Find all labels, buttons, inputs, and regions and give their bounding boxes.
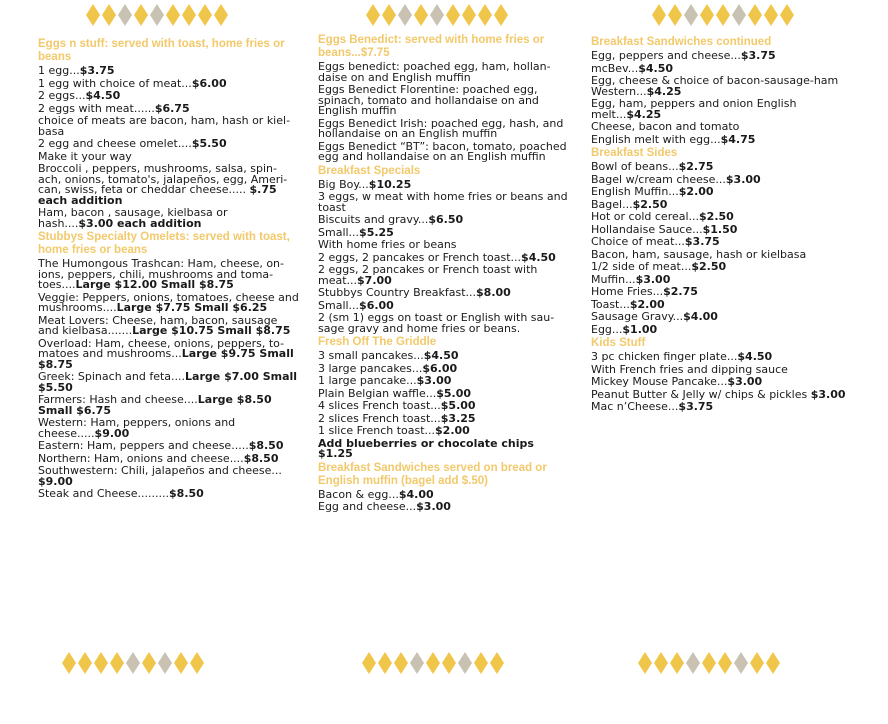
menu-item-text: Home Fries... [591, 285, 664, 298]
menu-item-text: Northern: Ham, onions and cheese.... [38, 451, 244, 465]
menu-item-price: $8.50 [243, 451, 279, 465]
menu-item [318, 265, 570, 286]
diamond-ornament [652, 4, 666, 26]
menu-item-text: Make it your way [38, 149, 132, 163]
menu-item-text: Toast... [591, 297, 630, 311]
menu-item-text: Bacon, ham, sausage, hash or kielbasa [591, 247, 807, 261]
menu-item-price: $4.50 [423, 349, 459, 362]
menu-item [318, 62, 570, 83]
menu-item-price: $9.00 [38, 474, 73, 488]
menu-item-text: English melt with egg... [591, 132, 721, 146]
menu-item-price: $3.75 [678, 400, 714, 413]
menu-item-price: $10.25 [368, 177, 412, 191]
menu-item [318, 487, 570, 501]
menu-item-text: Meat Lovers: Cheese, ham, bacon, sausage and kielbasa....... [38, 313, 278, 337]
menu-item-text: With French fries and dipping sauce [591, 362, 788, 376]
menu-item-text: 3 eggs, w meat with home fries or beans and toast [318, 190, 568, 214]
menu-item-text: Farmers: Hash and cheese.... [38, 393, 198, 406]
menu-item [318, 411, 570, 425]
menu-item-text: Biscuits and gravy... [318, 213, 429, 226]
top-diamond-row-right [652, 4, 794, 26]
menu-item-text: 3 pc chicken finger plate... [591, 350, 738, 363]
menu-item [318, 502, 570, 513]
diamond-ornament [764, 4, 778, 26]
menu-item [591, 272, 861, 286]
section-heading: Kids Stuff [591, 337, 646, 349]
menu-item-price: $4.50 [521, 250, 556, 264]
diamond-ornament [494, 4, 508, 26]
menu-item-price: $3.00 each addition [78, 216, 202, 230]
menu-item [38, 466, 300, 487]
menu-item-text: mcBev... [591, 61, 639, 75]
diamond-ornament [700, 4, 714, 26]
menu-item-price: $4.50 [638, 61, 674, 75]
menu-item-text: Small... [318, 298, 360, 312]
menu-item [591, 197, 861, 211]
menu-item [38, 259, 300, 291]
menu-item-text: 1 egg with choice of meat... [38, 76, 192, 90]
menu-item [38, 451, 300, 465]
menu-item-price: $2.50 [699, 210, 734, 223]
top-diamond-row-left [86, 4, 228, 26]
menu-item-text: Bacon & egg... [318, 487, 399, 501]
diamond-ornament [446, 4, 460, 26]
menu-item [318, 298, 570, 312]
menu-item [38, 372, 300, 393]
menu-item-text: Hollandaise Sauce... [591, 222, 703, 236]
menu-item-text: Mac n’Cheese... [591, 400, 679, 413]
menu-item-text: 4 slices French toast... [318, 399, 441, 412]
menu-item-text: Ham, bacon , sausage, kielbasa or hash.... [38, 206, 228, 230]
menu-item-price: $3.00 [635, 272, 671, 286]
menu-item-text: 2 eggs... [38, 89, 86, 102]
menu-item-text: Sausage Gravy... [591, 310, 684, 323]
menu-item-price: $.75 each addition [38, 183, 277, 207]
menu-item-price: $5.25 [359, 225, 394, 239]
diamond-ornament [668, 4, 682, 26]
menu-item-price: $2.00 [678, 185, 714, 198]
menu-item [591, 237, 861, 248]
diamond-ornament [150, 4, 164, 26]
menu-item-price: $4.25 [646, 84, 682, 98]
menu-item-text: Bowl of beans... [591, 160, 679, 173]
menu-item [318, 116, 570, 140]
menu-item-text: Eggs Benedict Florentine: poached egg, spinach, tomato and hollandaise on and English muffin [318, 83, 539, 117]
menu-item [38, 313, 300, 337]
menu-item [591, 297, 861, 311]
menu-item-price: $3.00 [416, 374, 452, 387]
menu-item-price: $8.50 [169, 487, 204, 500]
menu-item-text: Broccoli , peppers, mushrooms, salsa, spin-ach, onions, tomato's, jalapeños, egg, Ameri-can, swiss, feta or cheddar cheese..... [38, 162, 288, 196]
menu-column-benedict-specials [318, 34, 570, 720]
menu-item-price: $1.50 [702, 222, 738, 236]
section-heading: Eggs n stuff: served with toast, home fries or beans [38, 38, 285, 63]
diamond-ornament [118, 4, 132, 26]
diamond-ornament [102, 4, 116, 26]
menu-item-text: Egg... [591, 322, 623, 336]
menu-item-text: Western: Ham, peppers, onions and cheese..... [38, 416, 236, 440]
menu-item-text: Muffin... [591, 272, 636, 286]
top-diamond-row-middle [366, 4, 508, 26]
menu-column-eggs-omelets [38, 38, 300, 724]
menu-item-text: Eastern: Ham, peppers and cheese..... [38, 439, 249, 452]
menu-item [38, 66, 300, 77]
menu-item-price: $5.50 [191, 137, 227, 150]
menu-item [591, 402, 861, 413]
menu-item [318, 240, 570, 251]
menu-item-price: $6.00 [191, 76, 227, 90]
diamond-ornament [86, 4, 100, 26]
section-heading: Stubbys Specialty Omelets: served with toast, home fries or beans [38, 231, 290, 256]
section-heading: Breakfast Specials [318, 164, 421, 177]
menu-item-text: 1 egg... [38, 64, 80, 77]
menu-item [591, 76, 861, 97]
menu-item-price: $2.50 [632, 197, 668, 211]
menu-item [591, 172, 861, 186]
diamond-ornament [134, 4, 148, 26]
menu-item-price: $2.00 [629, 297, 665, 311]
menu-item-price: Large $8.50 Small $6.75 [38, 393, 272, 417]
menu-item [318, 215, 570, 226]
menu-item-price: $4.75 [720, 132, 756, 146]
menu-item [38, 395, 300, 416]
menu-item-price: $4.25 [626, 107, 662, 121]
menu-item-text: 2 eggs, 2 pancakes or French toast with meat... [318, 263, 538, 287]
menu-item [318, 351, 570, 362]
menu-item-price: $3.75 [740, 49, 776, 62]
menu-item [591, 162, 861, 173]
menu-item-price: $9.00 [94, 426, 130, 440]
menu-item-text: 3 large pancakes... [318, 361, 423, 375]
menu-item [318, 401, 570, 412]
menu-item [318, 313, 570, 334]
menu-item [591, 312, 861, 323]
menu-item-text: Greek: Spinach and feta.... [38, 370, 186, 383]
menu-item-price: $8.00 [476, 286, 511, 299]
menu-item-price: $4.50 [85, 89, 121, 102]
menu-item-price: $6.50 [428, 213, 464, 226]
menu-item-price: Add blueberries or chocolate chips $1.25 [318, 436, 534, 460]
menu-item [318, 436, 570, 460]
menu-item-price: $3.25 [440, 411, 476, 425]
menu-item-price: Large $7.75 Small $6.25 [116, 301, 268, 314]
diamond-ornament [748, 4, 762, 26]
menu-item [591, 51, 861, 62]
menu-item-text: Bagel... [591, 197, 633, 211]
menu-item [591, 352, 861, 363]
section-heading: Breakfast Sides [591, 147, 678, 159]
menu-item [38, 101, 300, 115]
menu-item [318, 361, 570, 375]
diamond-ornament [214, 4, 228, 26]
menu-item-price: $5.00 [440, 399, 476, 412]
menu-item [38, 290, 300, 314]
diamond-ornament [780, 4, 794, 26]
menu-item [38, 139, 300, 150]
menu-item [318, 288, 570, 299]
menu-item-price: $7.00 [357, 273, 392, 287]
menu-item [591, 322, 861, 336]
menu-item-text: Plain Belgian waffle... [318, 386, 437, 400]
menu-item [318, 386, 570, 400]
menu-item-text: Small... [318, 225, 360, 239]
menu-item-price: $2.50 [691, 260, 727, 273]
menu-item-price: Large $12.00 Small $8.75 [75, 278, 234, 291]
menu-item-price: $1.00 [622, 322, 658, 336]
menu-item-text: 1 large pancake... [318, 374, 417, 387]
diamond-ornament [684, 4, 698, 26]
menu-item-text: The Humongous Trashcan: Ham, cheese, on-ions, peppers, chili, mushrooms and toma-toes.... [38, 257, 284, 291]
menu-item-price: $3.75 [79, 64, 115, 77]
menu-item [38, 418, 300, 439]
menu-item-text: English Muffin... [591, 185, 679, 198]
menu-item-price: $4.00 [683, 310, 718, 323]
menu-item [38, 116, 300, 137]
menu-item [591, 262, 861, 273]
menu-item-price: $4.00 [398, 487, 434, 501]
diamond-ornament [462, 4, 476, 26]
menu-item-text: Egg, peppers and cheese... [591, 49, 741, 62]
menu-item-text: Mickey Mouse Pancake... [591, 375, 728, 388]
menu-item-text: Eggs Benedict Irish: poached egg, hash, and hollandaise on an English muffin [318, 116, 564, 140]
menu-item-text: Egg, cheese & choice of bacon-sausage-ham Western... [591, 74, 839, 98]
menu-item-text: Eggs benedict: poached egg, ham, hollan-daise on and English muffin [318, 60, 551, 84]
menu-item [38, 208, 300, 229]
menu-item-text: Steak and Cheese......... [38, 487, 170, 500]
menu-item-text: 2 eggs, 2 pancakes or French toast... [318, 250, 522, 264]
menu-item-text: Cheese, bacon and tomato [591, 120, 740, 133]
section-heading: Eggs Benedict: served with home fries or beans...$7.75 [318, 34, 545, 59]
menu-item-text: Egg and cheese... [318, 500, 417, 513]
menu-item-price: $8.50 [248, 439, 284, 452]
diamond-ornament [382, 4, 396, 26]
menu-item [38, 149, 300, 163]
menu-item-price: $3.00 [727, 375, 763, 388]
diamond-ornament [182, 4, 196, 26]
menu-item [591, 287, 861, 298]
menu-item [38, 76, 300, 90]
menu-item [318, 225, 570, 239]
menu-item [318, 85, 570, 117]
menu-item-text: Hot or cold cereal... [591, 210, 700, 223]
menu-item-text: 1/2 side of meat... [591, 260, 692, 273]
menu-item-text: 2 eggs with meat...... [38, 101, 155, 115]
menu-item-text: Big Boy... [318, 177, 369, 191]
menu-item [318, 250, 570, 264]
menu-item [591, 212, 861, 223]
menu-item-price: $4.50 [737, 350, 773, 363]
diamond-ornament [430, 4, 444, 26]
menu-item-text: Choice of meat... [591, 235, 685, 248]
menu-item-price: $3.00 [725, 172, 761, 186]
menu-item-price: $6.00 [359, 298, 394, 312]
menu-item-price: Large $7.00 Small $5.50 [38, 370, 298, 394]
menu-item-price: $6.75 [154, 101, 190, 115]
menu-item-text: Southwestern: Chili, jalapeños and cheese... [38, 464, 282, 477]
menu-item [591, 387, 861, 401]
menu-item [591, 99, 861, 120]
menu-item-price: $3.75 [684, 235, 720, 248]
diamond-ornament [398, 4, 412, 26]
menu-item-price: $3.00 [416, 500, 451, 513]
menu-item [38, 489, 300, 500]
diamond-ornament [166, 4, 180, 26]
menu-item-text: 2 egg and cheese omelet.... [38, 137, 192, 150]
menu-item [591, 377, 861, 388]
diamond-ornament [732, 4, 746, 26]
menu-item [591, 222, 861, 236]
menu-item-text: Eggs Benedict “BT”: bacon, tomato, poached egg and hollandaise on an English muffin [318, 139, 567, 163]
menu-item-price: $2.00 [435, 424, 470, 437]
section-heading: Fresh Off The Griddle [318, 336, 437, 348]
menu-item-text: Overload: Ham, cheese, onions, peppers, to-matoes and mushrooms... [38, 336, 285, 360]
menu-item [591, 122, 861, 133]
menu-item-price: $2.75 [663, 285, 698, 298]
menu-item [38, 441, 300, 452]
menu-item [591, 61, 861, 75]
menu-item [318, 139, 570, 163]
menu-item-price: $5.00 [436, 386, 471, 400]
menu-item [318, 192, 570, 213]
menu-item [38, 336, 300, 371]
diamond-ornament [414, 4, 428, 26]
menu-item-text: 2 slices French toast... [318, 411, 441, 425]
menu-item-price: $6.00 [422, 361, 458, 375]
menu-item-text: 3 small pancakes... [318, 349, 424, 362]
menu-item [591, 132, 861, 146]
menu-item-text: Bagel w/cream cheese... [591, 172, 726, 186]
menu-item-text: Peanut Butter & Jelly w/ chips & pickles [591, 387, 811, 401]
menu-item-price: Large $9.75 Small $8.75 [38, 347, 294, 371]
diamond-ornament [478, 4, 492, 26]
menu-item-text: 2 (sm 1) eggs on toast or English with sau-sage gravy and home fries or beans. [318, 311, 555, 335]
menu-item-text: choice of meats are bacon, ham, hash or kiel-basa [38, 114, 291, 138]
menu-column-sandwiches-sides-kids [591, 36, 861, 722]
menu-item [591, 247, 861, 261]
section-heading: Breakfast Sandwiches continued [591, 36, 772, 48]
section-heading: Breakfast Sandwiches served on bread or English muffin (bagel add $.50) [318, 461, 547, 487]
menu-item [38, 164, 300, 206]
diamond-ornament [366, 4, 380, 26]
diamond-ornament [716, 4, 730, 26]
menu-item-text: Veggie: Peppers, onions, tomatoes, cheese and mushrooms.... [38, 290, 299, 314]
menu-item [318, 177, 570, 191]
menu-item [591, 187, 861, 198]
menu-item [38, 91, 300, 102]
menu-item-price: $2.75 [678, 160, 714, 173]
menu-item-text: Egg, ham, peppers and onion English melt... [591, 97, 797, 121]
menu-item-price: $3.00 [810, 387, 846, 401]
menu-item-text: 1 slice French toast... [318, 424, 436, 437]
menu-item-text: With home fries or beans [318, 238, 457, 251]
diamond-ornament [198, 4, 212, 26]
menu-item [591, 362, 861, 376]
menu-item-price: Large $10.75 Small $8.75 [132, 324, 291, 337]
menu-item-text: Stubbys Country Breakfast... [318, 286, 477, 299]
menu-item [318, 426, 570, 437]
menu-item [318, 376, 570, 387]
